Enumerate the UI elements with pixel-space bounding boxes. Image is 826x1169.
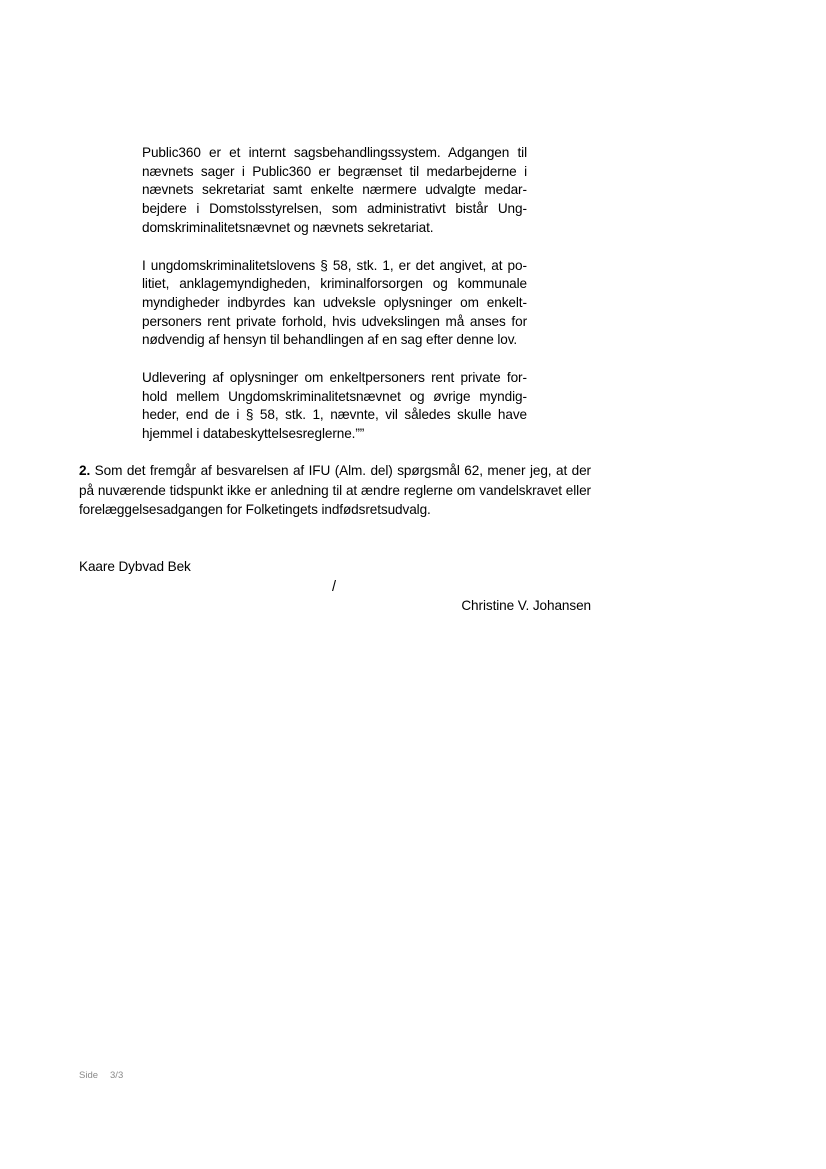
signature-official: Christine V. Johansen [461, 598, 591, 613]
quote-paragraph-disclosure: Udlevering af oplysninger om enkeltpersoners rent private forhold mellem Ungdomskriminalitetsnævnet og øvrige myndigheder, end de i § 58, stk. 1, nævnte, vil således skulle have hjemmel i databeskyttelsesreglerne.”” [142, 370, 527, 442]
quoted-section [142, 144, 527, 463]
answer-text: Som det fremgår af besvarelsen af IFU (Alm. del) spørgsmål 62, mener jeg, at der på nuværende tidspunkt ikke er anledning til at ændre reglerne om vandelskravet eller forelæggelsesadgangen for Folketingets indfødsretsudvalg. [79, 463, 591, 517]
answer-number: 2. [79, 463, 91, 478]
footer-label: Side [79, 1070, 99, 1081]
answer-paragraph [79, 461, 591, 520]
signature-minister: Kaare Dybvad Bek [79, 559, 191, 574]
signature-separator: / [332, 579, 337, 595]
page-number: 3/3 [110, 1070, 124, 1081]
quote-paragraph-section-58: I ungdomskriminalitetslovens § 58, stk. 1, er det angivet, at politiet, anklagemyndigheden, kriminalforsorgen og kommunale myndigheder indbyrdes kan udveksle oplysninger om enkeltpersoners rent private forhold, hvis udvekslingen må anses for nødvendig af hensyn til behandlingen af en sag efter denne lov. [142, 257, 527, 348]
page-footer [79, 1070, 123, 1082]
quote-paragraph-public360: Public360 er et internt sagsbehandlingssystem. Adgangen til nævnets sager i Public360 er begrænset til medarbejderne i nævnets sekretariat samt enkelte nærmere udvalgte medarbejdere i Domstolsstyrelsen, som administrativt bistår Ungdomskriminalitetsnævnet og nævnets sekretariat. [142, 145, 527, 235]
